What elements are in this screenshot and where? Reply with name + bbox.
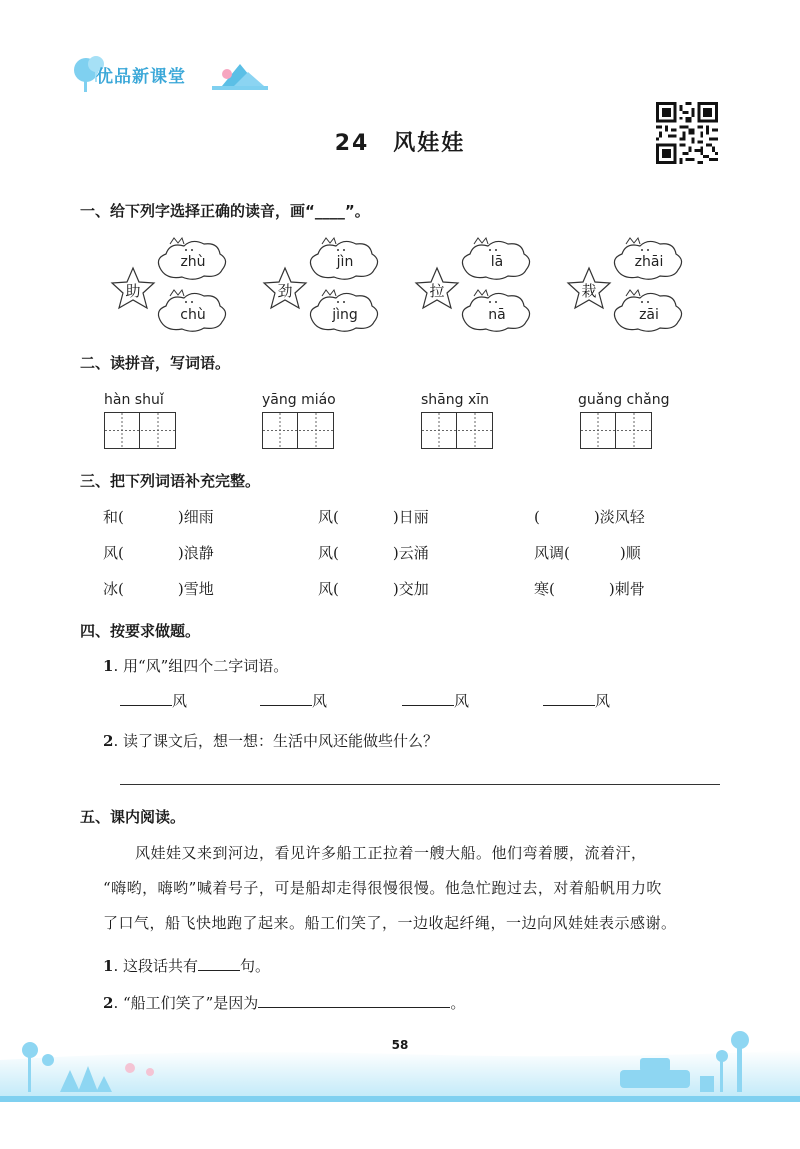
passage-line: 风娃娃又来到河边，看见许多船工正拉着一艘大船。他们弯着腰，流着汗， [135,844,647,862]
pinyin-option[interactable]: jìng [332,307,358,323]
pinyin-option[interactable]: jìn [336,254,354,270]
word-pinyin: guǎng chǎng [578,392,670,408]
word-blank-item [120,690,187,711]
idiom-suffix: )浪静 [177,544,214,562]
blank-suffix: 风 [595,692,611,710]
idiom-item [534,542,641,563]
pinyin-option[interactable]: zāi [639,307,659,323]
answer-line[interactable] [120,784,720,785]
question-5-2 [103,992,465,1013]
question-text: . 读了课文后，想一想：生活中风还能做些什么？ [113,732,438,750]
idiom-item [534,506,645,527]
answer-blank[interactable] [543,691,595,706]
section2-heading: 二、读拼音，写词语。 [80,354,231,372]
word-pinyin: yāng miáo [262,392,336,408]
question-4-2 [103,730,438,751]
idiom-item [103,542,214,563]
idiom-prefix: ( [534,508,540,526]
question-4-1 [103,655,288,676]
answer-blank[interactable] [198,956,240,971]
idiom-suffix: )云涌 [392,544,429,562]
blank-suffix: 风 [454,692,470,710]
hanzi-char: 栽 [581,282,597,300]
idiom-item [103,578,214,599]
blank-suffix: 风 [312,692,328,710]
question-5-1 [103,955,270,976]
idiom-prefix: 寒( [534,580,555,598]
pinyin-choice-group [100,232,230,342]
idiom-suffix: )细雨 [177,508,214,526]
pinyin-option[interactable]: chù [180,307,206,323]
tianzige-grid[interactable] [262,412,334,450]
page-number: 58 [391,1038,409,1052]
question-number: 1 [103,657,114,675]
blank-suffix: 风 [172,692,188,710]
idiom-suffix: )雪地 [177,580,214,598]
idiom-prefix: 风调( [534,544,570,562]
question-text-end: 句。 [239,957,270,975]
footer-decoration [0,1020,800,1130]
reading-passage [103,836,733,941]
word-blank-item [402,690,469,711]
pinyin-option[interactable]: zhāi [634,254,664,270]
idiom-suffix: )刺骨 [608,580,645,598]
answer-blank[interactable] [120,691,172,706]
idiom-prefix: 风( [103,544,124,562]
idiom-suffix: )淡风轻 [593,508,645,526]
question-text: . 这段话共有 [113,957,198,975]
page-title: 24 风娃娃 [334,131,466,156]
word-pinyin: shāng xīn [421,392,490,408]
hanzi-char: 劲 [277,282,293,300]
answer-blank[interactable] [260,691,312,706]
word-blank-item [260,690,327,711]
tianzige-grid[interactable] [104,412,176,450]
idiom-prefix: 风( [318,544,339,562]
idiom-prefix: 风( [318,580,339,598]
passage-line: “嗨哟，嗨哟”喊着号子，可是船却走得很慢很慢。他急忙跑过去，对着船帆用力吹 [103,879,662,897]
pinyin-option[interactable]: lā [490,254,504,270]
idiom-item [103,506,214,527]
question-number: 2 [103,732,114,750]
question-number: 2 [103,994,114,1012]
pinyin-choice-group [252,232,382,342]
pinyin-choice-group [404,232,534,342]
tianzige-grid[interactable] [580,412,652,450]
question-text: . “船工们笑了”是因为 [113,994,259,1012]
tianzige-grid[interactable] [421,412,493,450]
pinyin-option[interactable]: zhù [180,254,206,270]
hanzi-char: 助 [125,282,141,300]
idiom-prefix: 冰( [103,580,124,598]
idiom-item [318,542,429,563]
qr-code-icon [655,102,719,164]
question-text: . 用“风”组四个二字词语。 [113,657,289,675]
idiom-prefix: 风( [318,508,339,526]
word-blank-item [543,690,610,711]
idiom-suffix: )顺 [619,544,641,562]
answer-blank[interactable] [402,691,454,706]
idiom-suffix: )日丽 [392,508,429,526]
idiom-item [318,506,429,527]
brand-name: 优品新课堂 [96,67,186,87]
section5-heading: 五、课内阅读。 [80,808,186,826]
question-text-end: 。 [450,994,466,1012]
idiom-prefix: 和( [103,508,124,526]
passage-line: 了口气，船飞快地跑了起来。船工们笑了，一边收起纤绳，一边向风娃娃表示感谢。 [103,914,677,932]
idiom-item [534,578,645,599]
word-pinyin: hàn shuǐ [104,392,164,408]
idiom-item [318,578,429,599]
section1-heading: 一、给下列字选择正确的读音，画“____”。 [80,202,370,220]
section3-heading: 三、把下列词语补充完整。 [80,472,261,490]
pinyin-choice-group [556,232,686,342]
section4-heading: 四、按要求做题。 [80,622,201,640]
answer-blank[interactable] [258,993,450,1008]
hanzi-char: 拉 [429,282,445,300]
idiom-suffix: )交加 [392,580,429,598]
pinyin-option[interactable]: nā [488,307,506,323]
question-number: 1 [103,957,114,975]
